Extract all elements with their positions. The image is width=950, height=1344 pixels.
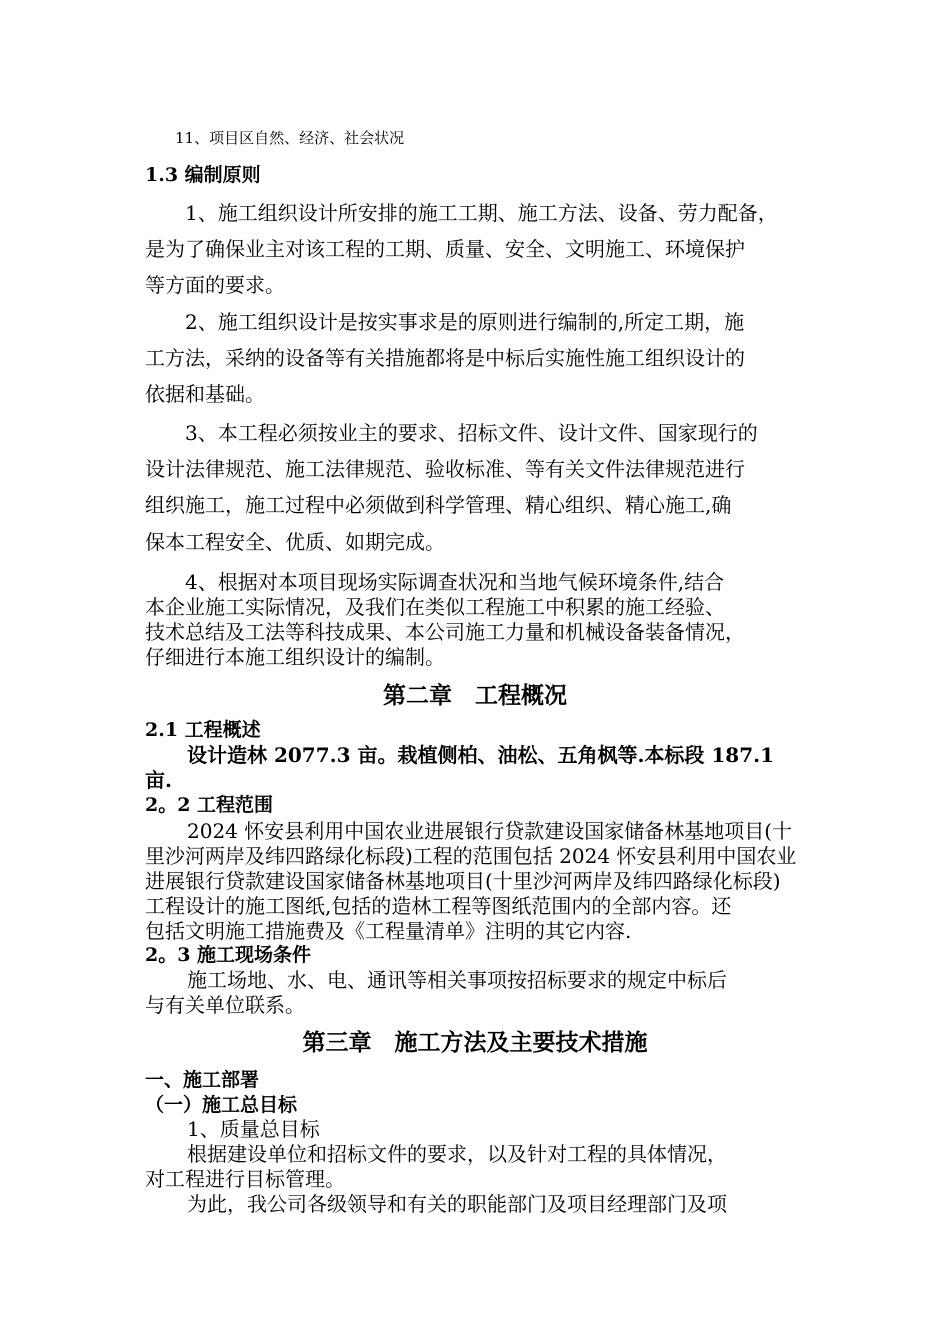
paragraph-2-line-2: 工方法，采纳的设备等有关措施都将是中标后实施性施工组织设计的: [145, 346, 745, 370]
section-2-2-line-2: 里沙河两岸及纬四路绿化标段)工程的范围包括 2024 怀安县利用中国农业: [145, 844, 797, 868]
paragraph-4-line-4: 仔细进行本施工组织设计的编制。: [145, 645, 445, 669]
section-2-3-line-2: 与有关单位联系。: [145, 993, 305, 1017]
section-2-3-line-1: 施工场地、水、电、通讯等相关事项按招标要求的规定中标后: [187, 968, 727, 992]
chapter-3-line-3: 为此，我公司各级领导和有关的职能部门及项目经理部门及项: [187, 1192, 727, 1216]
section-2-2-line-5: 包括文明施工措施费及《工程量清单》注明的其它内容.: [145, 919, 632, 943]
section-2-1-heading: 2.1 工程概述: [145, 719, 261, 741]
section-2-2-line-4: 工程设计的施工图纸,包括的造林工程等图纸范围内的全部内容。还: [145, 894, 732, 918]
item-11: 11、项目区自然、经济、社会状况: [175, 129, 405, 147]
section-2-1-line-2: 亩.: [145, 768, 172, 792]
paragraph-4-line-1: 4、根据对本项目现场实际调查状况和当地气候环境条件,结合: [185, 570, 725, 594]
chapter-2-title: 第二章 工程概况: [383, 682, 567, 709]
paragraph-2-line-3: 依据和基础。: [145, 382, 265, 406]
paragraph-2-line-1: 2、施工组织设计是按实事求是的原则进行编制的,所定工期，施: [185, 310, 745, 334]
section-2-2-line-3: 进展银行贷款建设国家储备林基地项目(十里沙河两岸及纬四路绿化标段): [145, 869, 781, 893]
item-1-heading: 1、质量总目标: [187, 1117, 320, 1141]
chapter-3-title: 第三章 施工方法及主要技术措施: [302, 1029, 648, 1056]
section-2-1-line-1: 设计造林 2077.3 亩。栽植侧柏、油松、五角枫等.本标段 187.1: [187, 743, 775, 767]
paragraph-3-line-1: 3、本工程必须按业主的要求、招标文件、设计文件、国家现行的: [185, 421, 758, 445]
paragraph-1-line-1: 1、施工组织设计所安排的施工工期、施工方法、设备、劳力配备，: [185, 201, 778, 225]
section-2-2-heading: 2。2 工程范围: [145, 794, 274, 816]
paragraph-3-line-4: 保本工程安全、优质、如期完成。: [145, 530, 445, 554]
part-1-heading: 一、施工部署: [145, 1069, 260, 1091]
chapter-3-line-1: 根据建设单位和招标文件的要求，以及针对工程的具体情况，: [187, 1142, 727, 1166]
paragraph-1-line-2: 是为了确保业主对该工程的工期、质量、安全、文明施工、环境保护: [145, 237, 745, 261]
subsection-1-heading: （一）施工总目标: [145, 1094, 298, 1116]
section-2-3-heading: 2。3 施工现场条件: [145, 944, 312, 966]
chapter-3-line-2: 对工程进行目标管理。: [145, 1167, 345, 1191]
section-1-3-heading: 1.3 编制原则: [145, 164, 261, 186]
paragraph-4-line-3: 技术总结及工法等科技成果、本公司施工力量和机械设备装备情况，: [145, 620, 745, 644]
paragraph-3-line-3: 组织施工，施工过程中必须做到科学管理、精心组织、精心施工,确: [145, 493, 732, 517]
section-2-2-line-1: 2024 怀安县利用中国农业进展银行贷款建设国家储备林基地项目(十: [187, 819, 793, 843]
paragraph-1-line-3: 等方面的要求。: [145, 273, 285, 297]
paragraph-3-line-2: 设计法律规范、施工法律规范、验收标准、等有关文件法律规范进行: [145, 457, 745, 481]
paragraph-4-line-2: 本企业施工实际情况，及我们在类似工程施工中积累的施工经验、: [145, 595, 725, 619]
